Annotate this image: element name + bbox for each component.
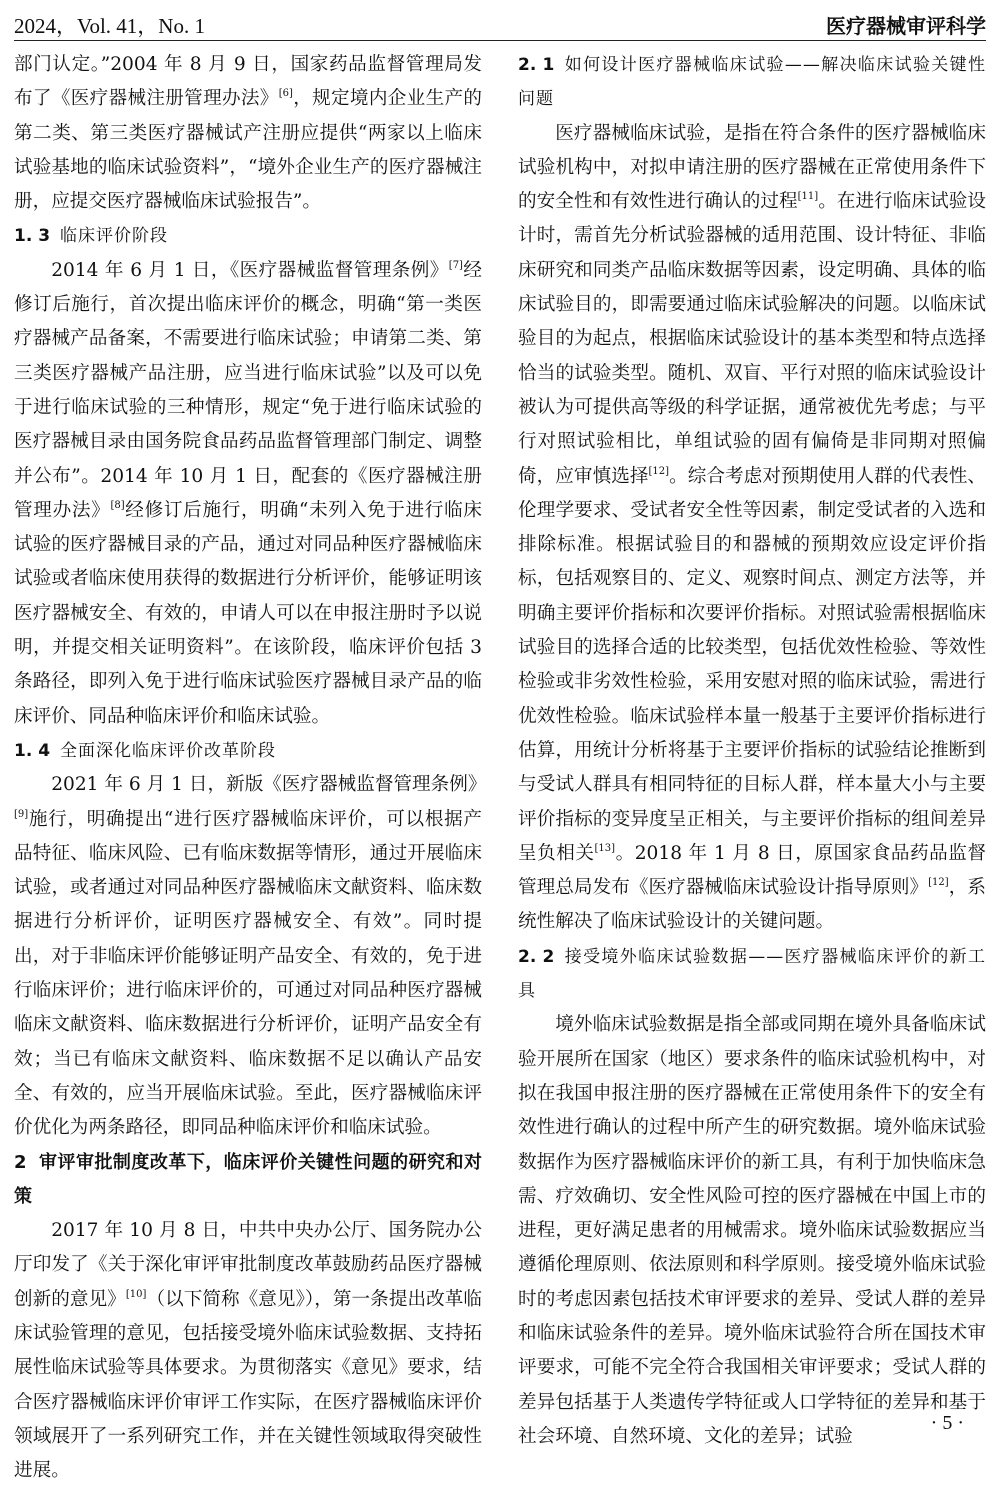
page-number: · 5 · xyxy=(930,1412,964,1434)
section-heading-2-2: 2. 2 接受境外临床试验数据——医疗器械临床评价的新工具 xyxy=(518,946,986,1002)
citation-12[interactable]: [12] xyxy=(648,465,670,477)
citation-12b[interactable]: [12] xyxy=(928,877,949,889)
citation-13[interactable]: [13] xyxy=(594,842,616,854)
citation-7[interactable]: [7] xyxy=(448,259,463,271)
paragraph-1-3: 2014 年 6 月 1 日，《医疗器械监督管理条例》[7]经修订后施行，首次提出临床评价的概念，明确“第一类医疗器械产品备案，不需要进行临床试验；申请第二类、第三类医疗器械产品注册，应当进行临床试验”以及可以免于进行临床试验的三种情形，规定“免于进行临床试验的医疗器械目录由国务院食品药品监督管理部门制定、调整并公布”。2014 年 10 月 1 日，配套的《医疗器械注册管理办法》[8]经修订后施行，明确“未列入免于进行临床试验的医疗器械目录的产品，通过对同品种医疗器械临床试验或者临床使用获得的数据进行分析评价，能够证明该医疗器械安全、有效的，申请人可以在申报注册时予以说明，并提交相关证明资料”。在该阶段，临床评价包括 3 条路径，即列入免于进行临床试验医疗器械目录产品的临床评价、同品种临床评价和临床试验。 xyxy=(14,259,482,727)
citation-11[interactable]: [11] xyxy=(797,191,819,203)
section-heading-2: 2 审评审批制度改革下，临床评价关键性问题的研究和对策 xyxy=(14,1151,482,1207)
right-column xyxy=(518,48,986,1447)
section-heading-1-3: 1. 3 临床评价阶段 xyxy=(14,226,169,247)
citation-8[interactable]: [8] xyxy=(110,499,125,511)
paragraph-2-2: 境外临床试验数据是指全部或同期在境外具备临床试验开展所在国家（地区）要求条件的临床试验机构中，对拟在我国申报注册的医疗器械在正常使用条件下的安全有效性进行确认的过程中所产生的研究数据。境外临床试验数据作为医疗器械临床评价的新工具，有利于加快临床急需、疗效确切、安全性风险可控的医疗器械在中国上市的进程，更好满足患者的用械需求。境外临床试验数据应当遵循伦理原则、依法原则和科学原则。接受境外临床试验时的考虑因素包括技术审评要求的差异、受试人群的差异和临床试验条件的差异。境外临床试验符合所在国技术审评要求，可能不完全符合我国相关审评要求；受试人群的差异包括基于人类遗传学特征或人口学特征的差异和基于社会环境、自然环境、文化的差异；试验 xyxy=(518,1014,986,1447)
citation-9[interactable]: [9] xyxy=(14,808,29,820)
paragraph-2-1: 医疗器械临床试验，是指在符合条件的医疗器械临床试验机构中，对拟申请注册的医疗器械在正常使用条件下的安全性和有效性进行确认的过程[11]。在进行临床试验设计时，需首先分析试验器械的适用范围、设计特征、非临床研究和同类产品临床数据等因素，设定明确、具体的临床试验目的，即需要通过临床试验解决的问题。以临床试验目的为起点，根据临床试验设计的基本类型和特点选择恰当的试验类型。随机、双盲、平行对照的临床试验设计被认为可提供高等级的科学证据，通常被优先考虑；与平行对照试验相比，单组试验的固有偏倚是非同期对照偏倚，应审慎选择[12]。综合考虑对预期使用人群的代表性、伦理学要求、受试者安全性等因素，制定受试者的入选和排除标准。根据试验目的和器械的预期效应设定评价指标，包括观察目的、定义、观察时间点、测定方法等，并明确主要评价指标和次要评价指标。对照试验需根据临床试验目的选择合适的比较类型，包括优效性检验、等效性检验或非劣效性检验，采用安慰对照的临床试验，需进行优效性检验。临床试验样本量一般基于主要评价指标进行估算，用统计分析将基于主要评价指标的试验结论推断到与受试人群具有相同特征的目标人群，样本量大小与主要评价指标的变异度呈正相关，与主要评价指标的组间差异呈负相关[13]。2018 年 1 月 8 日，原国家食品药品监督管理总局发布《医疗器械临床试验设计指导原则》[12]，系统性解决了临床试验设计的关键问题。 xyxy=(518,122,986,933)
citation-6[interactable]: [6] xyxy=(278,88,293,100)
paragraph-2: 2017 年 10 月 8 日，中共中央办公厅、国务院办公厅印发了《关于深化审评审批制度改革鼓励药品医疗器械创新的意见》[10]（以下简称《意见》），第一条提出改革临床试验管理的意见，包括接受境外临床试验数据、支持拓展性临床试验等具体要求。为贯彻落实《意见》要求，结合医疗器械临床评价审评工作实际，在医疗器械临床评价领域展开了一系列研究工作，并在关键性领域取得突破性进展。 xyxy=(14,1220,482,1482)
left-column xyxy=(14,48,487,1482)
citation-10[interactable]: [10] xyxy=(125,1288,147,1300)
paragraph-continued: 部门认定。”2004 年 8 月 9 日，国家药品监督管理局发布了《医疗器械注册管理办法》[6]，规定境内企业生产的第二类、第三类医疗器械试产注册应提供“两家以上临床试验基地的临床试验资料”，“境外企业生产的医疗器械注册，应提交医疗器械临床试验报告”。 xyxy=(14,54,482,213)
page-header xyxy=(14,6,986,41)
journal-name: 医疗器械审评科学 xyxy=(826,14,986,38)
section-heading-1-4: 1. 4 全面深化临床评价改革阶段 xyxy=(14,740,277,761)
section-heading-2-1: 2. 1 如何设计医疗器械临床试验——解决临床试验关键性问题 xyxy=(518,55,986,110)
paragraph-1-4: 2021 年 6 月 1 日，新版《医疗器械监督管理条例》[9]施行，明确提出“进行医疗器械临床评价，可以根据产品特征、临床风险、已有临床数据等情形，通过开展临床试验，或者通过对同品种医疗器械临床文献资料、临床数据进行分析评价，证明医疗器械安全、有效”。同时提出，对于非临床评价能够证明产品安全、有效的，免于进行临床评价；进行临床评价的，可通过对同品种医疗器械临床文献资料、临床数据进行分析评价，证明产品安全有效；当已有临床文献资料、临床数据不足以确认产品安全、有效的，应当开展临床试验。至此，医疗器械临床评价优化为两条路径，即同品种临床评价和临床试验。 xyxy=(14,774,487,1139)
journal-issue: 2024，Vol. 41，No. 1 xyxy=(14,14,205,38)
